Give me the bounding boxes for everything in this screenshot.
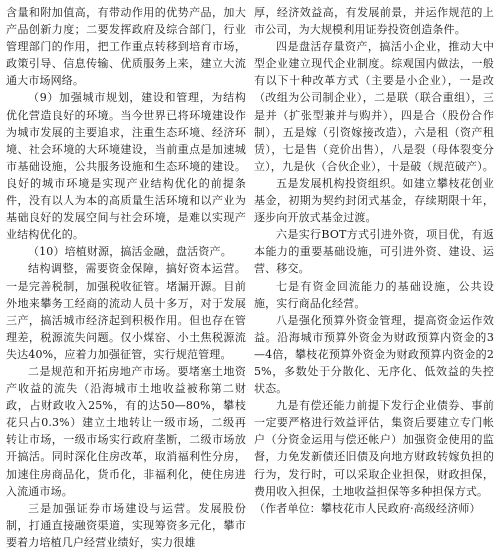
paragraph: 八是强化预算外资金管理，提高资金运作效益。沿海城市预算外资金为财政预算内资金的3—4倍，攀枝花预算外资金为财政预算内资金的25%，多数处于分散化、无序化、低效益的失控状态。 — [254, 313, 494, 396]
paragraph: 二是规范和开拓房地产市场。要堵塞土地资产收益的流失（沿海城市土地收益被称第二财政，占财政收入25%，有的达50—80%，攀枝花只占0.3%）建立土地转让一级市场，二级再转让市场，一级市场实行政府垄断，二级市场放开搞活。同时深化住房改革，取消福利性分房，加速住房商品化，货币化，非福利化，使住房进入流通市场。 — [6, 364, 246, 498]
paragraph: 结构调整，需要资金保障，搞好资本运营。一是完善税制，加强税收征管。堵漏开源。目前外地来攀务工经商的流动人员十多万，对于发展三产，搞活城市经济起到积极作用。但也存在管理差，税源流失问题。仅小煤窑、小土焦税源流失达40%，应着力加强征管，实行规范管理。 — [6, 262, 246, 361]
paragraph: 三是加强证券市场建设与运营。发展股份制，打通直接融资渠道，实现筹资多元化，攀市要着力培植几户经营业绩好，实力很雄 — [6, 501, 246, 549]
paragraph: （9）加强城市规划，建设和管理，为结构优化营造良好的环境。当今世界已将环境建设作为城市发展的主要追求，注重生态环境、经济环境、社会环境的大环境建设，当前重点是加速城市基础设施，公共服务设施和生态环境的建设。良好的城市环境是实现产业结构优化的前提条件，没有以人为本的高质量生活环境和以产业为基础良好的发展空间与社会环境，是难以实现产业结构优化的。 — [6, 91, 246, 242]
paragraph: 九是有偿还能力前提下发行企业债券、事前一定要严格进行效益评估，集资后要建立专门帐户（分资金运用与偿还帐户）加强资金使用的监督，力免发新债还旧债及向地方财政转嫁负担的行为，发行时，可以采取企业担保，财政担保，费用收入担保，土地收益担保等多种担保方式。 — [254, 399, 494, 498]
paragraph: 六是实行BOT方式引进外资，项目优，有返本能力的重要基础设施，可引进外资、建设、运营、移交。 — [254, 228, 494, 276]
paragraph: 厚，经济效益高，有发展前景，并运作规范的上市公司，为大规模利用证券投资创造条件。 — [254, 6, 494, 37]
paragraph: 七是有资金回流能力的基础设施，公共设施，实行商品化经营。 — [254, 279, 494, 310]
paragraph: 五是发展机构投资组织。如建立攀枝花创业基金，初期为契约封闭式基金，存续期限十年，逐步向开放式基金过渡。 — [254, 176, 494, 225]
left-column — [6, 4, 246, 551]
paragraph: 四是盘活存量资产，搞活小企业，推动大中型企业建立现代企业制度。综观国内做法，一般有以下十种改革方式（主要是小企业），一是改（改组为公司制企业），二是联（联合重组），三是并（扩张型兼并与购并），四是合（股份合作制），五是嫁（引资嫁接改造），六是租（资产租赁），七是售（竞价出售），八是裂（母体裂变分立），九是伙（合伙企业），十是破（规范破产）。 — [254, 40, 494, 173]
right-column — [254, 4, 494, 517]
paragraph: （10）培植财源，搞活金融，盘活资产。 — [28, 245, 232, 259]
author-affiliation: （作者单位：攀枝花市人民政府·高级经济师） — [254, 501, 481, 515]
paragraph: 含量和附加值高，有带动作用的优势产品，加大产品创新力度；二要发挥政府及综合部门，行业管理部门的作用，把工作重点转移到培育市场，政策引导、信息传输、优质服务上来，建立大流通大市场网络。 — [6, 6, 246, 88]
